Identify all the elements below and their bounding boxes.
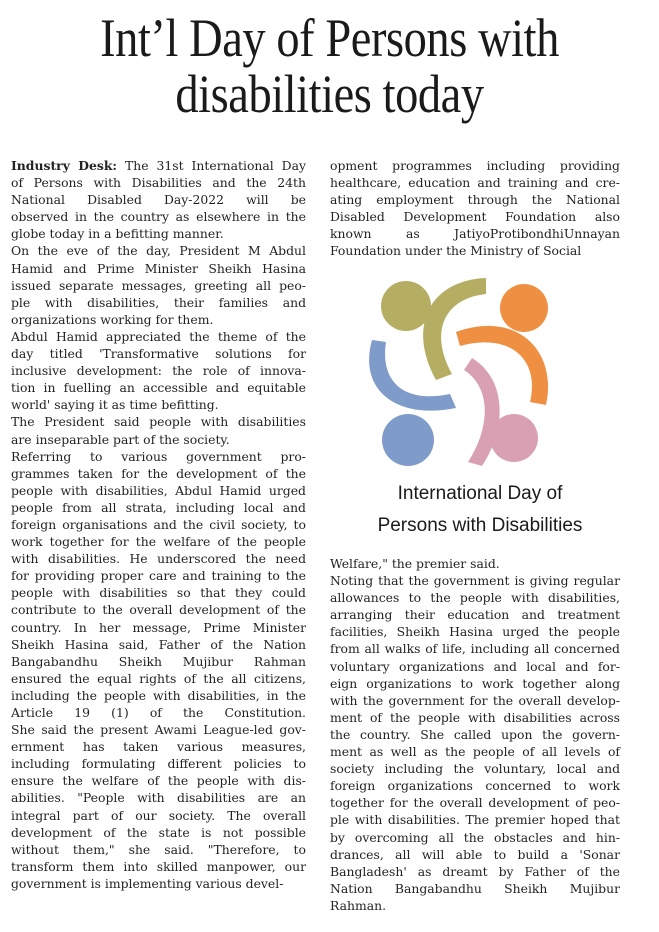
article-text-line: Bangladesh' as dreamt by Father of the [330, 863, 620, 879]
article-text-line: without them," she said. "Therefore, to [11, 841, 306, 857]
article-text-line: people with disabilities so that they could [11, 585, 306, 601]
article-text-line: transform them into skilled manpower, our [11, 858, 306, 874]
article-text-line: together for the overall development of peo- [330, 795, 620, 811]
article-text-line: allowances to the people with disabilities, [330, 590, 620, 606]
article-text-line: ernment has taken various measures, [11, 739, 306, 755]
logo-caption-line-1: International Day of [397, 483, 563, 504]
pink-figure-icon [464, 358, 538, 466]
article-text-line: Rahman. [330, 897, 387, 913]
headline-line-1: Int’l Day of Persons with [100, 8, 559, 68]
article-text-line: people with disabilities, Abdul Hamid urged [11, 482, 306, 498]
article-text-line: foreign organizations concerned to work [330, 778, 620, 794]
article-text-line: day titled 'Transformative solutions for [11, 346, 306, 362]
article-text-line: Article 19 (1) of the Constitution. [11, 705, 306, 720]
article-text-line: Sheikh Hasina said, Father of the Nation [11, 636, 306, 652]
orange-figure-icon [456, 284, 548, 405]
article-text-line: Foundation under the Ministry of Social [330, 243, 582, 259]
article-text-line: ple with disabilities, their families and [11, 294, 306, 310]
article-text-line: arranging their education and treatment [330, 607, 620, 623]
article-text-line: grammes taken for the development of the [11, 465, 306, 481]
article-text-line: including the people with disabilities, in the [11, 687, 306, 703]
article-text-line [11, 157, 306, 174]
article-text-line: Abdul Hamid appreciated the theme of the [11, 328, 306, 344]
article-text-line: Disabled Development Foundation also [330, 209, 620, 225]
article-text-line: country. In her message, Prime Minister [11, 619, 306, 635]
article-text-line: by overcoming all the obstacles and hin- [330, 829, 620, 845]
article-text-line: are inseparable part of the society. [11, 431, 230, 447]
article-text-line: development of the state is not possible [11, 824, 306, 840]
article-column-right-top [330, 157, 620, 260]
article-text-line: work together for the welfare of the people [11, 534, 306, 550]
article-text-line: globe today in a befitting manner. [11, 226, 224, 242]
article-text-line: of Persons with Disabilities and the 24th [11, 175, 306, 191]
byline: Industry Desk: [11, 158, 117, 173]
article-text-line: drances, all will able to build a 'Sonar [330, 846, 620, 862]
article-column-right-bottom [330, 555, 620, 914]
article-text-line: Referring to various government pro- [11, 448, 306, 464]
article-text-line: the country. She called upon the govern- [330, 726, 620, 742]
article-text: The 31st International Day [117, 158, 307, 173]
article-text-line: observed in the country as elsewhere in the [11, 209, 306, 225]
article-text-line: National Disabled Day-2022 will be [11, 192, 306, 208]
article-text-line: foreign organisations and the civil society, to [11, 516, 306, 532]
article-text-line: ment of the people with disabilities across [330, 709, 620, 725]
article-text-line: facilities, Sheikh Hasina urged the people [330, 624, 620, 640]
article-text-line: with the government for the overall develop- [330, 692, 620, 708]
article-text-line: organizations working for them. [11, 311, 214, 327]
article-text-line: ensure the welfare of the people with dis- [11, 773, 306, 789]
article-text-line: tion in fuelling an accessible and equitable [11, 380, 306, 396]
headline [46, 10, 613, 122]
article-text-line: including formulating different policies to [11, 756, 306, 772]
article-text-line: abilities. "People with disabilities are an [11, 790, 306, 806]
article-text-line: contribute to the overall development of the [11, 602, 306, 618]
four-people-circle-logo-icon [336, 270, 626, 470]
headline-line-2: disabilities today [175, 64, 484, 124]
article-text-line: government is implementing various devel- [11, 875, 284, 891]
logo-caption-line-2: Persons with Disabilities [377, 515, 583, 536]
article-text-line: ating employment through the National [330, 192, 620, 208]
article-text-line: Noting that the government is giving regular [330, 573, 620, 589]
article-text-line: voluntary organizations and local and for- [330, 658, 620, 674]
article-text-line: issued separate messages, greeting all peo- [11, 277, 306, 293]
article-text-line: Nation Bangabandhu Sheikh Mujibur [330, 880, 620, 896]
article-text-line: inclusive development: the role of innova- [11, 363, 306, 379]
article-text-line: known as JatiyoProtibondhiUnnayan [330, 226, 620, 242]
article-text-line: eign organizations to work together along [330, 675, 620, 691]
article-column-left [11, 157, 306, 892]
article-text-line: ment as well as the people of all levels of [330, 744, 620, 760]
article-text-line: Welfare," the premier said. [330, 556, 500, 571]
article-text-line: for providing proper care and training to the [11, 568, 306, 584]
article-text-line: society including the voluntary, local and [330, 761, 620, 777]
article-text-line: On the eve of the day, President M Abdul [11, 243, 306, 259]
article-text-line: people from all strata, including local and [11, 499, 306, 515]
article-text-line: Hamid and Prime Minister Sheikh Hasina [11, 260, 306, 276]
article-text-line: world' saying it as time befitting. [11, 397, 219, 413]
article-text-line: ple with disabilities. The premier hoped that [330, 812, 620, 828]
article-text-line: opment programmes including providing [330, 158, 620, 173]
article-text-line: The President said people with disabilities [11, 414, 306, 430]
article-text-line: ensured the equal rights of the all citizens, [11, 670, 306, 686]
article-text-line: integral part of our society. The overall [11, 807, 306, 823]
article-text-line: healthcare, education and training and cre- [330, 175, 620, 191]
article-text-line: with disabilities. He underscored the need [11, 551, 306, 567]
idpd-logo [336, 270, 626, 550]
article-text-line: from all walks of life, including all concerned [330, 641, 620, 657]
article-text-line: Bangabandhu Sheikh Mujibur Rahman [11, 653, 306, 669]
article-text-line: She said the present Awami League-led gov- [11, 722, 306, 738]
